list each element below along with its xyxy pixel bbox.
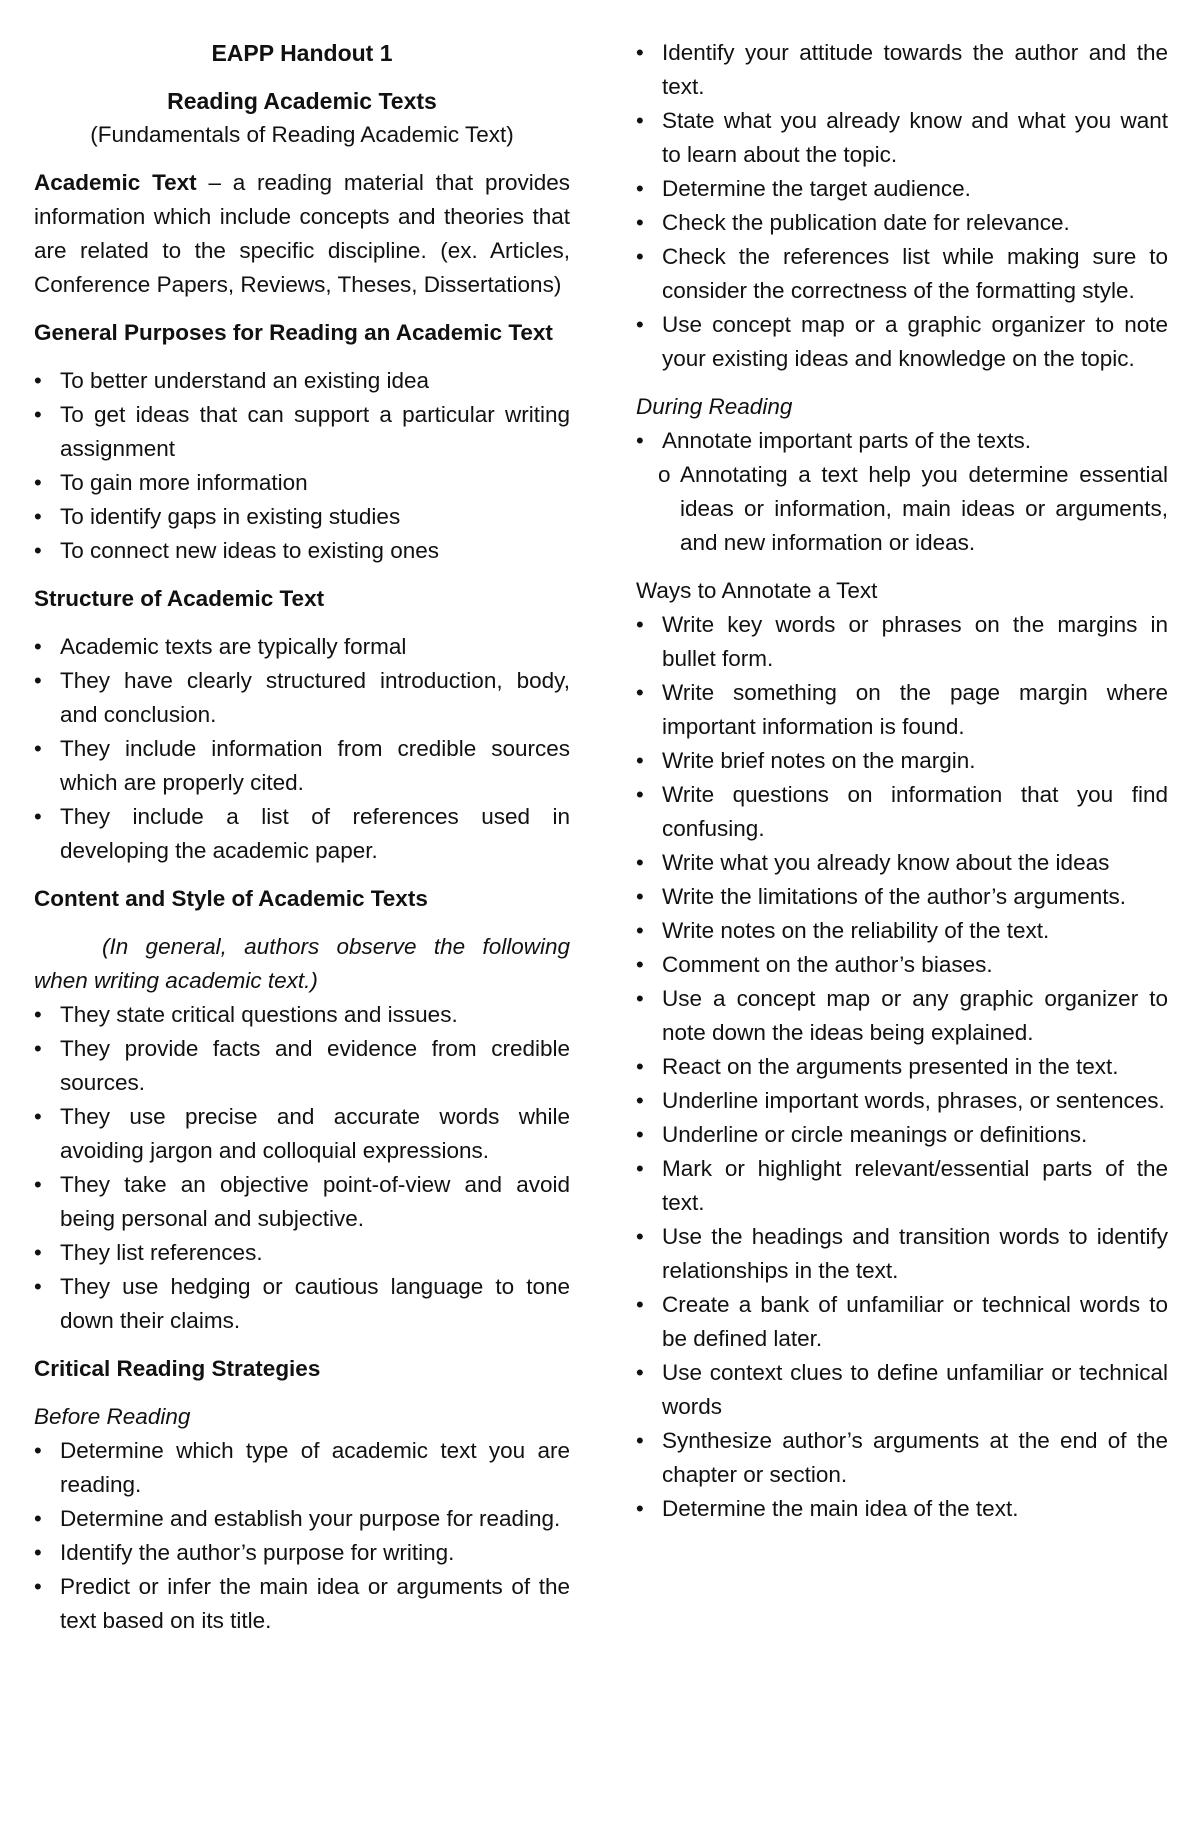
definition-term: Academic Text — [34, 170, 197, 195]
list-item: • To better understand an existing idea — [34, 364, 570, 398]
list-item: • Identify your attitude towards the author and the text. — [636, 36, 1168, 104]
list-item: • Write what you already know about the ideas — [636, 846, 1168, 880]
list-item: • To identify gaps in existing studies — [34, 500, 570, 534]
definition-body: – a reading material that provides information which include concepts and theories that are related to the specific discipline. (ex. Articles, Conference Papers, Reviews, Theses, Dissertations) — [34, 170, 570, 297]
page-subtitle: Reading Academic Texts — [167, 88, 437, 114]
list-item: • Create a bank of unfamiliar or technical words to be defined later. — [636, 1288, 1168, 1356]
strategies-heading: Critical Reading Strategies — [34, 1356, 321, 1381]
list-item: • They use precise and accurate words while avoiding jargon and colloquial expressions. — [34, 1100, 570, 1168]
list-item: • Underline important words, phrases, or sentences. — [636, 1084, 1168, 1118]
during-reading-sublist — [636, 458, 1168, 560]
ways-to-annotate-label: Ways to Annotate a Text — [636, 578, 878, 603]
ways-to-annotate-list — [636, 608, 1168, 1526]
list-item: • They take an objective point-of-view and avoid being personal and subjective. — [34, 1168, 570, 1236]
list-item: • Write key words or phrases on the margins in bullet form. — [636, 608, 1168, 676]
list-item: • They state critical questions and issues. — [34, 998, 570, 1032]
list-item: • Underline or circle meanings or definitions. — [636, 1118, 1168, 1152]
list-item: • Write the limitations of the author’s arguments. — [636, 880, 1168, 914]
during-reading-list — [636, 424, 1168, 458]
before-reading-label: Before Reading — [34, 1404, 191, 1429]
structure-heading: Structure of Academic Text — [34, 586, 325, 611]
list-item: • Comment on the author’s biases. — [636, 948, 1168, 982]
list-item: • Check the references list while making sure to consider the correctness of the formatting style. — [636, 240, 1168, 308]
before-reading-list-part1 — [34, 1434, 570, 1638]
list-item: • Identify the author’s purpose for writing. — [34, 1536, 570, 1570]
purposes-list — [34, 364, 570, 568]
list-item: • Mark or highlight relevant/essential parts of the text. — [636, 1152, 1168, 1220]
list-item: • State what you already know and what you want to learn about the topic. — [636, 104, 1168, 172]
list-item: • Use context clues to define unfamiliar or technical words — [636, 1356, 1168, 1424]
list-item: • They use hedging or cautious language to tone down their claims. — [34, 1270, 570, 1338]
list-item: • Determine the target audience. — [636, 172, 1168, 206]
list-item: • Determine the main idea of the text. — [636, 1492, 1168, 1526]
during-reading-label: During Reading — [636, 394, 793, 419]
list-item: • Write something on the page margin where important information is found. — [636, 676, 1168, 744]
list-item: • Academic texts are typically formal — [34, 630, 570, 664]
list-item: • Use a concept map or any graphic organizer to note down the ideas being explained. — [636, 982, 1168, 1050]
list-item: o Annotating a text help you determine essential ideas or information, main ideas or arguments, and new information or ideas. — [636, 458, 1168, 560]
list-item: • React on the arguments presented in the text. — [636, 1050, 1168, 1084]
title-block — [34, 36, 570, 152]
left-column — [34, 36, 570, 1638]
list-item: • Use the headings and transition words to identify relationships in the text. — [636, 1220, 1168, 1288]
list-item: • To connect new ideas to existing ones — [34, 534, 570, 568]
structure-list — [34, 630, 570, 868]
list-item: • They have clearly structured introduction, body, and conclusion. — [34, 664, 570, 732]
list-item: • Determine which type of academic text you are reading. — [34, 1434, 570, 1502]
list-item: • They include information from credible sources which are properly cited. — [34, 732, 570, 800]
list-item: • To get ideas that can support a particular writing assignment — [34, 398, 570, 466]
page-title: EAPP Handout 1 — [211, 40, 393, 66]
purposes-heading: General Purposes for Reading an Academic Text — [34, 320, 553, 345]
list-item: • Determine and establish your purpose for reading. — [34, 1502, 570, 1536]
right-column — [636, 36, 1168, 1526]
list-item: • Write questions on information that you find confusing. — [636, 778, 1168, 846]
list-item: • They list references. — [34, 1236, 570, 1270]
list-item: • To gain more information — [34, 466, 570, 500]
list-item: • Write brief notes on the margin. — [636, 744, 1168, 778]
list-item: • They provide facts and evidence from credible sources. — [34, 1032, 570, 1100]
content-style-note: (In general, authors observe the following when writing academic text.) — [34, 934, 570, 993]
page-subtitle-parenthetical: (Fundamentals of Reading Academic Text) — [90, 122, 514, 147]
list-item: • Check the publication date for relevance. — [636, 206, 1168, 240]
academic-text-definition — [34, 166, 570, 302]
list-item: • They include a list of references used in developing the academic paper. — [34, 800, 570, 868]
list-item: • Synthesize author’s arguments at the end of the chapter or section. — [636, 1424, 1168, 1492]
list-item: • Write notes on the reliability of the text. — [636, 914, 1168, 948]
content-style-heading: Content and Style of Academic Texts — [34, 886, 428, 911]
list-item: • Predict or infer the main idea or arguments of the text based on its title. — [34, 1570, 570, 1638]
list-item: • Use concept map or a graphic organizer to note your existing ideas and knowledge on the topic. — [636, 308, 1168, 376]
content-style-list — [34, 998, 570, 1338]
before-reading-list-part2 — [636, 36, 1168, 376]
list-item: • Annotate important parts of the texts. — [636, 424, 1168, 458]
